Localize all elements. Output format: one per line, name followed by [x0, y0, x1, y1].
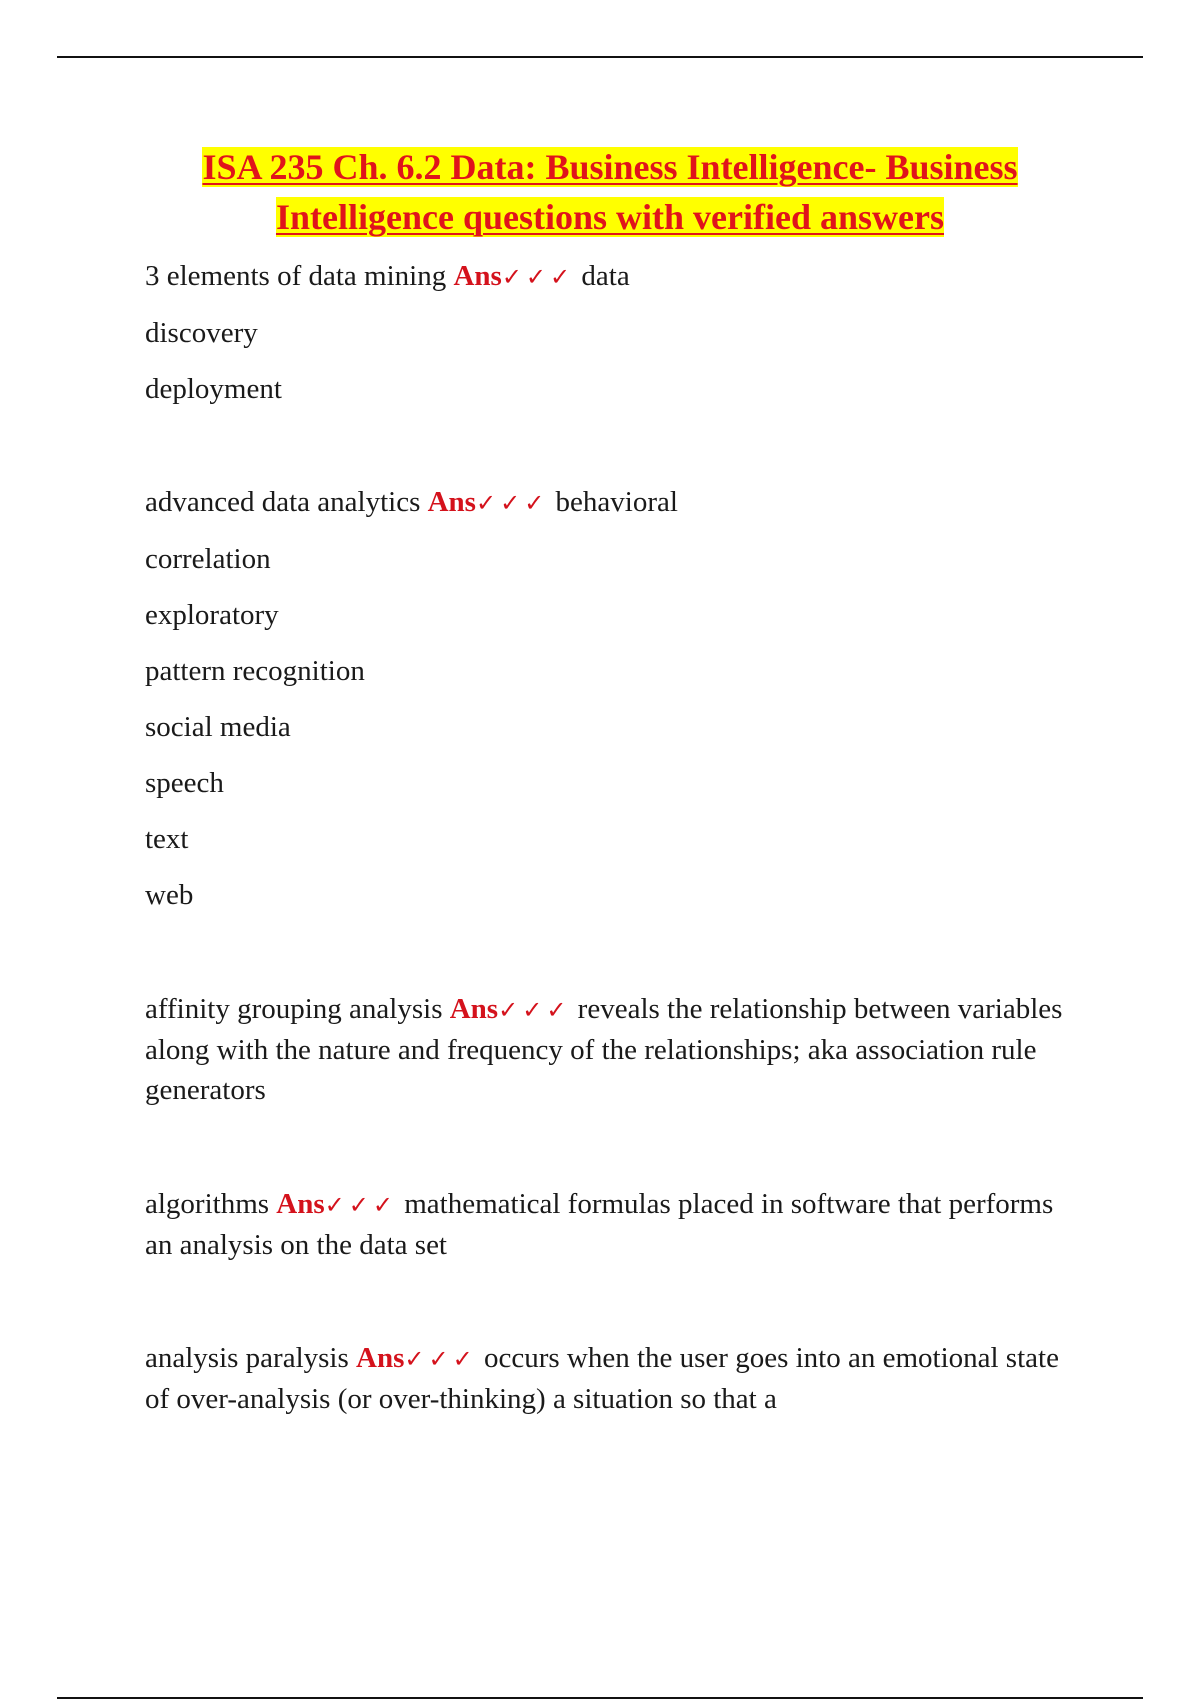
qa-entry-1	[145, 256, 1065, 409]
qa-answer-line: social media	[145, 711, 291, 743]
answer-label: Ans	[427, 486, 476, 518]
checkmark-icon: ✓✓✓	[475, 489, 549, 517]
qa-term: analysis paralysis	[145, 1342, 349, 1374]
qa-term: 3 elements of data mining	[145, 260, 447, 292]
checkmark-icon: ✓✓✓	[404, 1345, 477, 1373]
bottom-rule	[57, 1697, 1143, 1699]
qa-answer-line: text	[145, 823, 189, 855]
qa-entry-2-first-line	[145, 482, 1065, 523]
page-title	[140, 142, 1080, 242]
qa-answer-line: exploratory	[145, 599, 279, 631]
top-rule	[57, 56, 1143, 58]
qa-answer: data	[581, 260, 630, 292]
qa-answer: reveals the relationship between variables along with the nature and frequency of the relationships; aka association rule generators	[145, 993, 1063, 1106]
qa-entry-4	[145, 1184, 1065, 1265]
qa-answer-line: pattern recognition	[145, 655, 365, 687]
qa-answer-line: correlation	[145, 543, 271, 575]
qa-answer: occurs when the user goes into an emotional state of over-analysis (or over-thinking) a situation so that a	[145, 1342, 1059, 1415]
qa-content	[145, 256, 1065, 1419]
qa-answer: behavioral	[555, 486, 678, 518]
qa-answer-line: deployment	[145, 373, 282, 405]
qa-entry-3	[145, 989, 1065, 1110]
checkmark-icon: ✓✓✓	[498, 996, 571, 1024]
qa-entry-5	[145, 1338, 1065, 1419]
qa-entry-2	[145, 482, 1065, 915]
checkmark-icon: ✓✓✓	[501, 263, 575, 291]
qa-answer: mathematical formulas placed in software that performs an analysis on the data set	[145, 1188, 1054, 1261]
answer-label: Ans	[276, 1188, 325, 1220]
qa-entry-1-first-line	[145, 256, 1065, 297]
answer-label: Ans	[449, 993, 499, 1025]
qa-term: algorithms	[145, 1188, 270, 1220]
qa-term: advanced data analytics	[145, 486, 421, 518]
answer-label: Ans	[356, 1342, 405, 1374]
answer-label: Ans	[453, 260, 502, 292]
checkmark-icon: ✓✓✓	[324, 1191, 397, 1219]
page-title-text: ISA 235 Ch. 6.2 Data: Business Intelligence- Business Intelligence questions with verified answers	[202, 147, 1018, 237]
qa-answer-line: speech	[145, 767, 224, 799]
qa-term: affinity grouping analysis	[145, 993, 443, 1025]
qa-answer-line: discovery	[145, 317, 258, 349]
qa-answer-line: web	[145, 879, 194, 911]
